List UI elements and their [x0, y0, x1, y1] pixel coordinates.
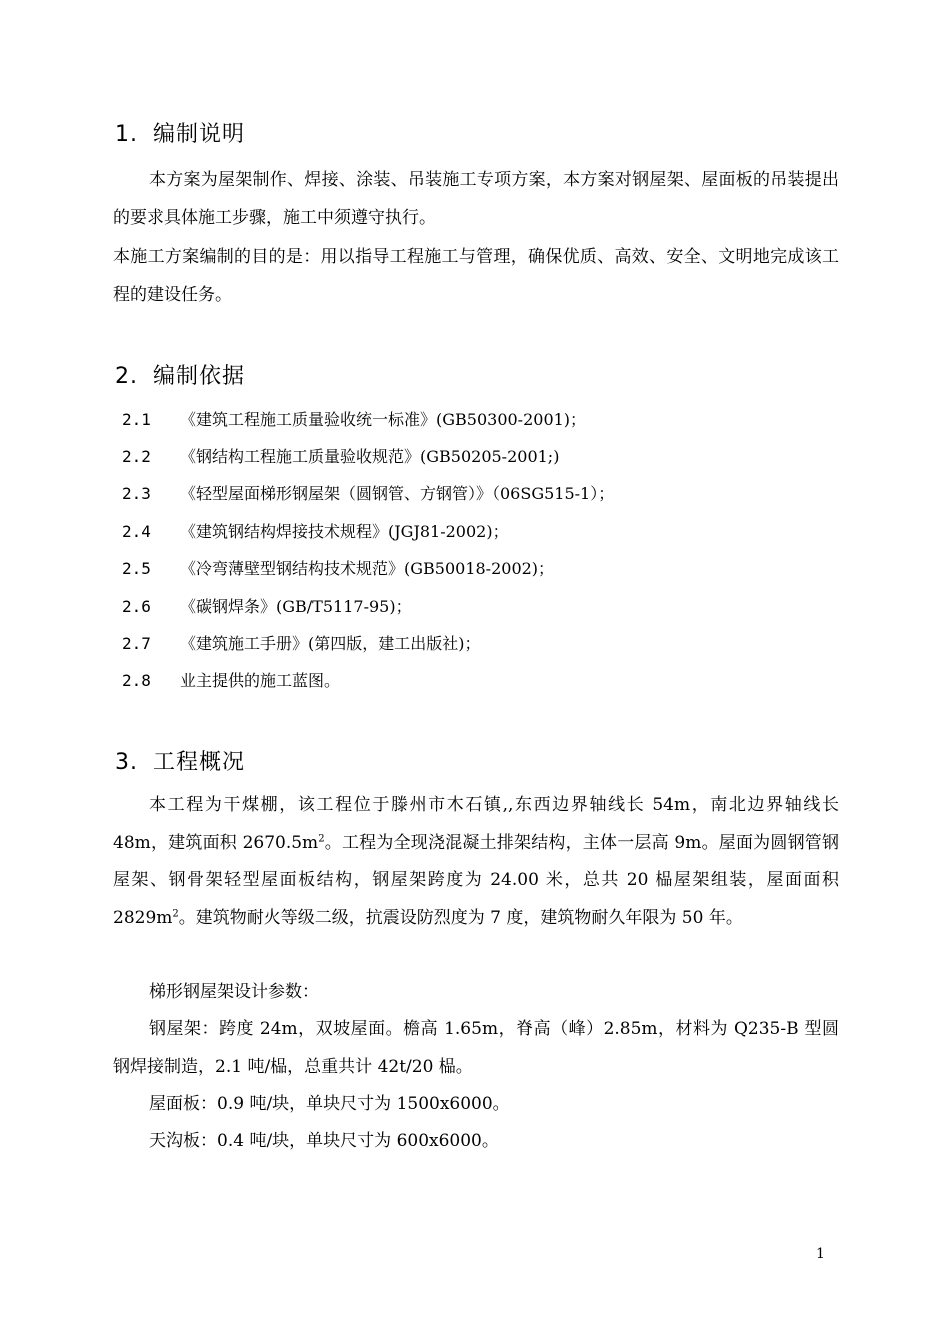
reference-text: 《轻型屋面梯形钢屋架（圆钢管、方钢管）》（06SG515-1）； — [180, 484, 615, 503]
superscript: 2 — [318, 832, 325, 844]
reference-number: 2.5 — [122, 559, 151, 578]
reference-number: 2.1 — [122, 410, 151, 429]
overview-text-part: 。建筑物耐火等级二级，抗震设防烈度为 7 度，建筑物耐久年限为 50 年。 — [178, 907, 743, 928]
project-overview-paragraph — [113, 787, 839, 937]
section-heading-2 — [115, 362, 245, 392]
reference-text: 《钢结构工程施工质量验收规范》(GB50205-2001;) — [180, 447, 560, 466]
reference-text: 《碳钢焊条》(GB/T5117-95)； — [180, 597, 412, 616]
overview-text-part: 。工程为全现浇混凝土排架结构，主体一层高 9m。屋面为圆钢管钢屋架、钢骨架轻型屋面板结构，钢屋架跨度为 24.00 米，总共 20 榀屋架组装，屋面面积 2829m — [113, 832, 839, 928]
reference-number: 2.7 — [122, 634, 151, 653]
reference-number: 2.3 — [122, 484, 151, 503]
reference-text: 《建筑工程施工质量验收统一标准》(GB50300-2001)； — [180, 410, 587, 429]
reference-text: 业主提供的施工蓝图。 — [180, 671, 341, 690]
reference-item — [122, 482, 614, 506]
reference-item — [122, 408, 586, 432]
truss-params: 钢屋架：跨度 24m，双坡屋面。檐高 1.65m，脊高（峰）2.85m，材料为 Q235-B 型圆钢焊接制造，2.1 吨/榀，总重共计 42t/20 榀。 — [113, 1019, 839, 1077]
section-title: 编制依据 — [153, 364, 246, 389]
section-title: 编制说明 — [153, 122, 246, 147]
paragraph: 本施工方案编制的目的是：用以指导工程施工与管理，确保优质、高效、安全、文明地完成该工程的建设任务。 — [113, 247, 839, 305]
section-heading-1 — [115, 120, 245, 150]
reference-number: 2.6 — [122, 597, 151, 616]
params-title: 梯形钢屋架设计参数： — [149, 982, 319, 1002]
reference-item — [122, 595, 412, 619]
reference-item — [122, 445, 559, 469]
section-heading-3 — [115, 748, 245, 778]
reference-item — [122, 632, 481, 656]
section-number: 1. — [115, 122, 138, 147]
reference-item — [122, 669, 340, 693]
reference-number: 2.2 — [122, 447, 151, 466]
gutter-panel-params: 天沟板：0.4 吨/块，单块尺寸为 600x6000。 — [149, 1131, 499, 1151]
reference-text: 《冷弯薄壁型钢结构技术规范》(GB50018-2002)； — [180, 559, 555, 578]
superscript: 2 — [172, 907, 179, 919]
overview-text-part: 本工程为干煤棚，该工程位于滕州市木石镇,,东西边界轴线长 54m，南北边界轴线长 48m，建筑面积 2670.5m — [113, 795, 839, 853]
reference-number: 2.4 — [122, 522, 151, 541]
reference-text: 《建筑施工手册》(第四版，建工出版社)； — [180, 634, 481, 653]
section-title: 工程概况 — [153, 750, 246, 775]
roof-panel-params: 屋面板：0.9 吨/块，单块尺寸为 1500x6000。 — [149, 1094, 510, 1114]
section-number: 3. — [115, 750, 138, 775]
reference-item — [122, 557, 554, 581]
page-number: 1 — [816, 1246, 825, 1262]
section-number: 2. — [115, 364, 138, 389]
paragraph: 本方案为屋架制作、焊接、涂装、吊装施工专项方案，本方案对钢屋架、屋面板的吊装提出的要求具体施工步骤，施工中须遵守执行。 — [113, 170, 839, 228]
reference-number: 2.8 — [122, 671, 151, 690]
reference-text: 《建筑钢结构焊接技术规程》(JGJ81-2002)； — [180, 522, 509, 541]
reference-item — [122, 520, 509, 544]
